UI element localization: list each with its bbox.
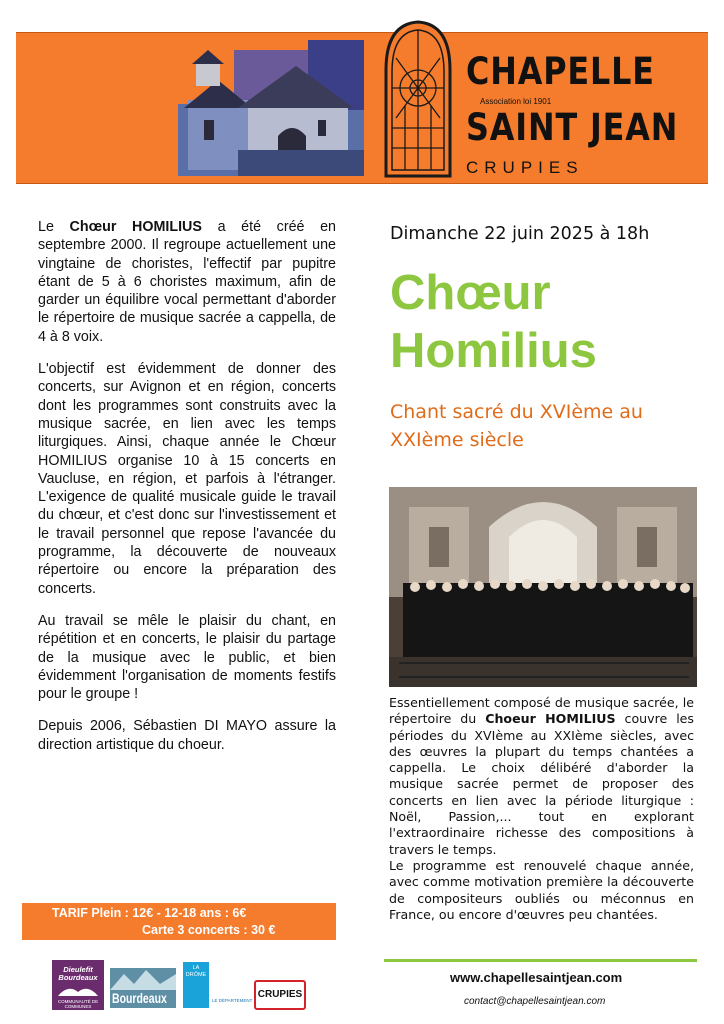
dieulefit-bourdeaux-label: Dieulefit Bourdeaux bbox=[58, 965, 98, 982]
tarif-prices: TARIF Plein : 12€ - 12-18 ans : 6€ bbox=[52, 906, 247, 920]
green-divider bbox=[384, 959, 697, 962]
brand-association: Association loi 1901 bbox=[480, 97, 552, 106]
brand-title-saint-jean: SAINT JEAN bbox=[466, 106, 679, 149]
programme-paragraph: Le programme est renouvelé chaque année, avec comme motivation première la découverte de compositeurs oubliés ou méconnus en France, ou encore d'œuvres peu chantées. bbox=[389, 857, 694, 922]
objective-paragraph: L'objectif est évidemment de donner des concerts, sur Avignon et en région, concerts dont les programmes sont construits avec la musique sacrée, en lien avec les temps liturgiques. Ainsi, chaque année le Chœur HOMILIUS organise 10 à 15 concerts en Vaucluse, en région, et parfois à l'étranger. L'exigence de qualité musicale guide le travail du chœur, et c'est donc sur l'investissement et le travail personnel que repose l'avancée du programme, la découverte de nouveaux répertoire ou encore la préparation des concerts. bbox=[38, 361, 336, 597]
dieulefit-bourdeaux-logo bbox=[52, 960, 104, 1010]
intro-run-1: Chœur HOMILIUS bbox=[69, 219, 202, 235]
event-subtitle: Chant sacré du XVIème au XXIème siècle bbox=[390, 401, 643, 451]
direction-paragraph: Depuis 2006, Sébastien DI MAYO assure la direction artistique du choeur. bbox=[38, 718, 336, 753]
intro-run-2: a été créé en septembre 2000. Il regroupe actuellement une vingtaine de choristes, l'effectif par pupitre étant de 5 à 6 choristes maximum, afin de garder un équilibre vocal permettant d'aborder le répertoire de musique sacrée a cappella, de 4 à 8 voix. bbox=[38, 219, 337, 345]
right-column-text bbox=[389, 695, 694, 923]
bourdeaux-logo bbox=[110, 968, 176, 1008]
intro-run-0: Le bbox=[38, 219, 70, 235]
la-drome-label: LA DRÔME bbox=[185, 965, 207, 978]
departement-label: LE DÉPARTEMENT bbox=[212, 998, 253, 1003]
hills-icon bbox=[58, 982, 98, 996]
contact-email[interactable]: contact@chapellesaintjean.com bbox=[464, 996, 606, 1007]
partner-logos bbox=[52, 958, 312, 1014]
la-drome-logo bbox=[183, 962, 209, 1008]
event-date: Dimanche 22 juin 2025 à 18h bbox=[390, 224, 650, 244]
repertoire-run-1: Choeur HOMILIUS bbox=[485, 711, 616, 727]
dieulefit-bourdeaux-sub: COMMUNAUTÉ DE COMMUNES bbox=[57, 999, 99, 1009]
repertoire-run-2: couvre les périodes du XVIème au XXIème siècles, avec des œuvres la plupart du temps chantées a cappella. Le choix délibéré d'aborder la musique sacrée permet de proposer des concerts en lien avec la période liturgique : Noël, Passion,... tout en explorant l'extraordinaire richesse des compositions à travers le temps. bbox=[389, 711, 694, 857]
repertoire-paragraph bbox=[389, 695, 694, 858]
tarif-card: Carte 3 concerts : 30 € bbox=[142, 923, 276, 937]
chapel-image bbox=[178, 40, 364, 176]
bourdeaux-label: Bourdeaux bbox=[112, 990, 167, 1006]
brand-title-chapelle: CHAPELLE bbox=[466, 50, 655, 93]
pleasure-paragraph: Au travail se mêle le plaisir du chant, en répétition et en concerts, le plaisir du partage de la musique avec le public, et bien évidemment l'organisation de moments festifs pour le groupe ! bbox=[38, 612, 336, 703]
chapel-window-logo bbox=[382, 18, 454, 178]
repertoire-run-0: Essentiellement composé de musique sacrée, le répertoire du bbox=[389, 695, 694, 727]
brand-location: CRUPIES bbox=[466, 158, 584, 177]
mountains-icon bbox=[110, 968, 176, 990]
crupies-logo: CRUPIES bbox=[254, 980, 306, 1010]
website-link[interactable]: www.chapellesaintjean.com bbox=[450, 970, 623, 985]
event-title bbox=[390, 264, 597, 380]
event-title-line1: Chœur bbox=[390, 266, 551, 320]
choir-photo bbox=[389, 487, 697, 687]
choir-intro-paragraph bbox=[38, 218, 336, 346]
event-title-line2: Homilius bbox=[390, 324, 597, 378]
left-column bbox=[38, 218, 336, 768]
tarif-box bbox=[22, 903, 336, 940]
